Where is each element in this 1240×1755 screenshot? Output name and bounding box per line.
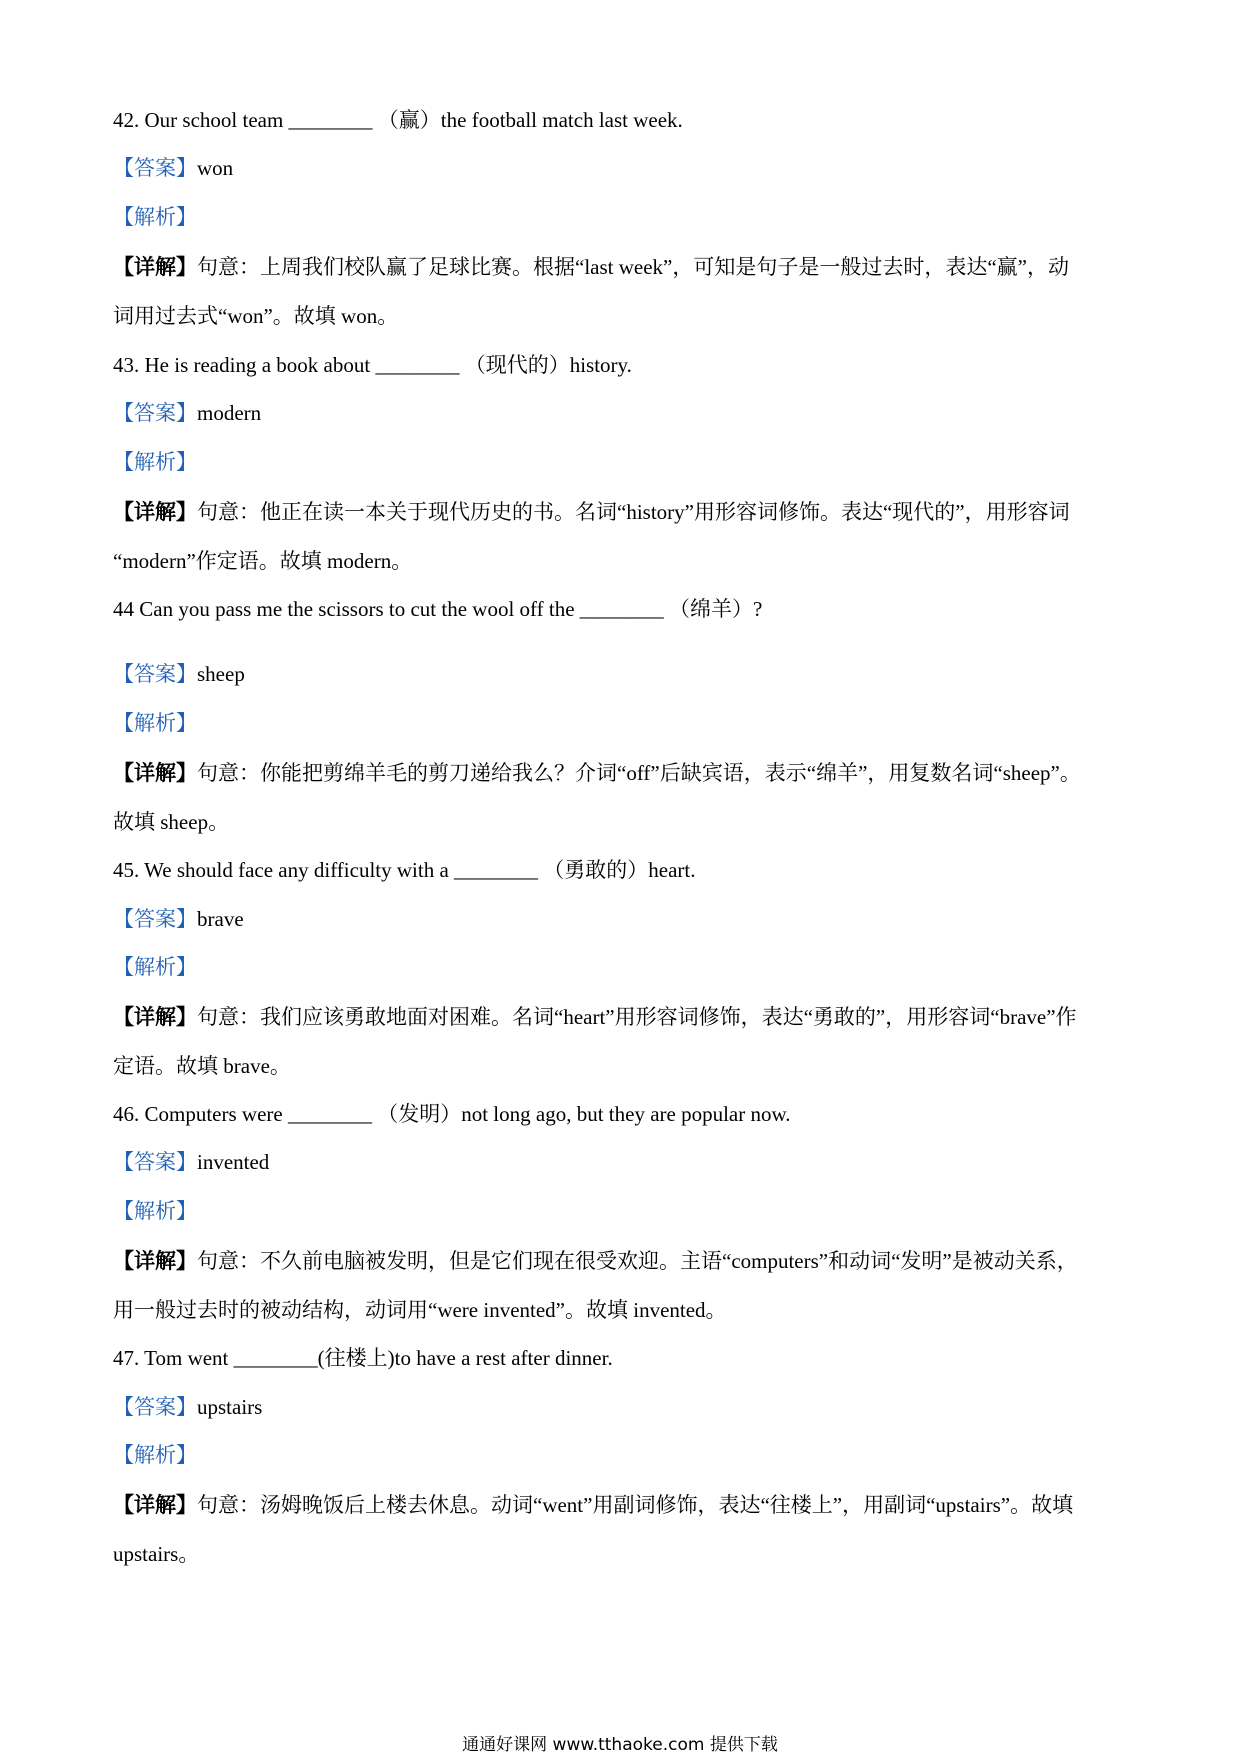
answer-text: won [197, 156, 234, 180]
detail-42 [113, 243, 1123, 341]
detail-45 [113, 993, 1123, 1091]
detail-line-2: 故填 sheep。 [113, 810, 230, 834]
detail-tag: 【详解】 [113, 1005, 197, 1029]
detail-line-1: 句意：不久前电脑被发明，但是它们现在很受欢迎。主语“computers”和动词“发明”是被动关系， [197, 1249, 1078, 1273]
analysis-tag-43: 【解析】 [113, 450, 197, 474]
analysis-tag-44: 【解析】 [113, 711, 197, 735]
answer-line-46 [113, 1147, 269, 1177]
detail-line-1: 句意：汤姆晚饭后上楼去休息。动词“went”用副词修饰，表达“往楼上”，用副词“upstairs”。故填 [197, 1493, 1074, 1517]
answer-text: modern [197, 401, 262, 425]
answer-tag: 【答案】 [113, 401, 197, 425]
detail-line-2: 定语。故填 brave。 [113, 1054, 291, 1078]
detail-47 [113, 1481, 1123, 1579]
detail-line-1: 句意：上周我们校队赢了足球比赛。根据“last week”，可知是句子是一般过去时，表达“赢”，动 [197, 255, 1069, 279]
question-42: 42. Our school team ________ （赢）the football match last week. [113, 108, 683, 132]
detail-46 [113, 1237, 1123, 1335]
detail-line-2: 词用过去式“won”。故填 won。 [113, 304, 399, 328]
detail-line-1: 句意：他正在读一本关于现代历史的书。名词“history”用形容词修饰。表达“现代的”，用形容词 [197, 500, 1070, 524]
detail-43 [113, 488, 1123, 586]
analysis-tag-45: 【解析】 [113, 955, 197, 979]
answer-tag: 【答案】 [113, 156, 197, 180]
page-footer: 通通好课网 www.tthaoke.com 提供下载 [462, 1735, 778, 1755]
detail-tag: 【详解】 [113, 255, 197, 279]
question-46: 46. Computers were ________ （发明）not long ago, but they are popular now. [113, 1102, 791, 1126]
question-47: 47. Tom went ________(往楼上)to have a rest after dinner. [113, 1346, 613, 1370]
detail-tag: 【详解】 [113, 761, 197, 785]
analysis-tag-42: 【解析】 [113, 205, 197, 229]
answer-text: upstairs [197, 1395, 263, 1419]
detail-line-2: upstairs。 [113, 1542, 200, 1566]
detail-line-2: “modern”作定语。故填 modern。 [113, 549, 413, 573]
question-44: 44 Can you pass me the scissors to cut the wool off the ________ （绵羊）? [113, 597, 763, 621]
question-43: 43. He is reading a book about ________ （现代的）history. [113, 353, 632, 377]
analysis-tag-47: 【解析】 [113, 1443, 197, 1467]
answer-tag: 【答案】 [113, 1395, 197, 1419]
answer-line-44 [113, 659, 245, 689]
detail-tag: 【详解】 [113, 1493, 197, 1517]
answer-text: brave [197, 907, 244, 931]
answer-text: invented [197, 1150, 270, 1174]
answer-tag: 【答案】 [113, 907, 197, 931]
question-45: 45. We should face any difficulty with a ________ （勇敢的）heart. [113, 858, 696, 882]
detail-line-1: 句意：我们应该勇敢地面对困难。名词“heart”用形容词修饰，表达“勇敢的”，用形容词“brave”作 [197, 1005, 1077, 1029]
detail-tag: 【详解】 [113, 500, 197, 524]
detail-line-1: 句意：你能把剪绵羊毛的剪刀递给我么？介词“off”后缺宾语，表示“绵羊”，用复数名词“sheep”。 [197, 761, 1081, 785]
answer-tag: 【答案】 [113, 1150, 197, 1174]
answer-line-45 [113, 904, 244, 934]
detail-line-2: 用一般过去时的被动结构，动词用“were invented”。故填 invented。 [113, 1298, 727, 1322]
answer-line-43 [113, 398, 261, 428]
answer-line-47 [113, 1392, 262, 1422]
detail-44 [113, 749, 1123, 847]
detail-tag: 【详解】 [113, 1249, 197, 1273]
analysis-tag-46: 【解析】 [113, 1199, 197, 1223]
answer-text: sheep [197, 662, 245, 686]
answer-tag: 【答案】 [113, 662, 197, 686]
answer-line-42 [113, 153, 233, 183]
